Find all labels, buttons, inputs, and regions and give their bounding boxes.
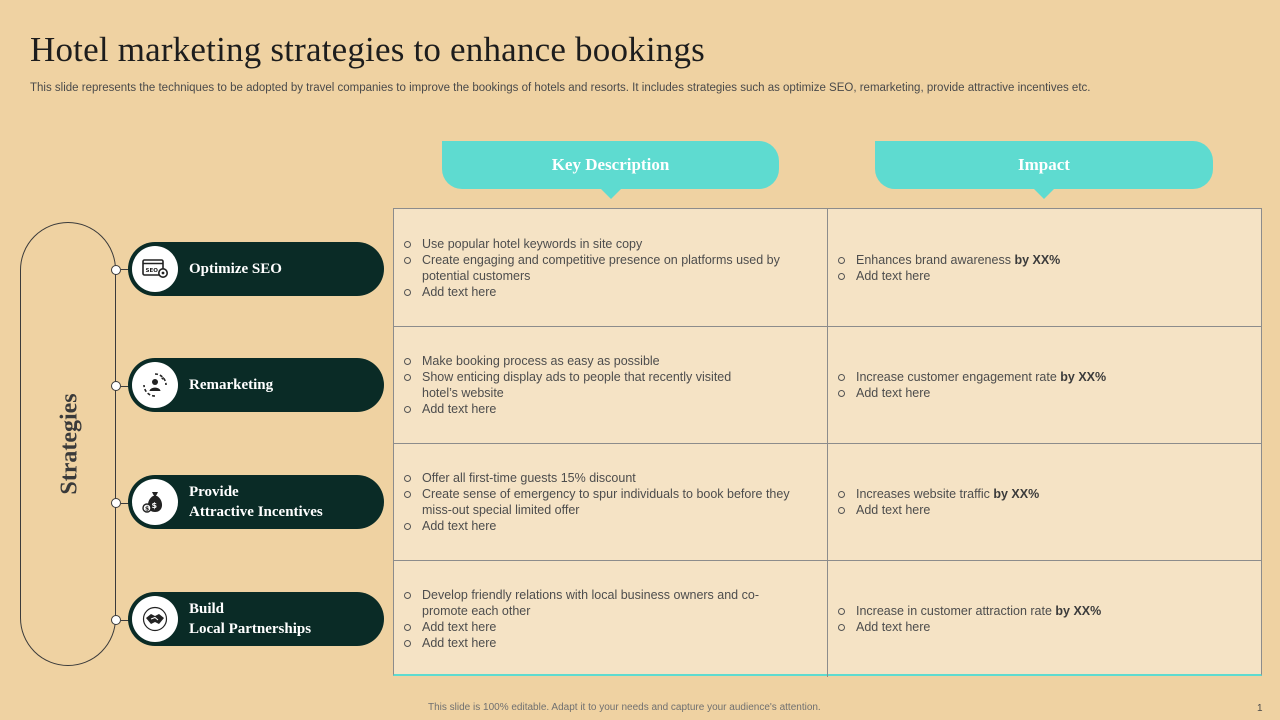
strategy-pill-remarketing xyxy=(128,358,384,412)
remarketing-icon xyxy=(132,362,178,408)
slide-title: Hotel marketing strategies to enhance bookings xyxy=(30,30,705,69)
footer-note: This slide is 100% editable. Adapt it to your needs and capture your audience's attention. xyxy=(428,702,821,713)
column-header-key-description: Key Description xyxy=(442,141,779,189)
list-item: Increases website traffic by XX% xyxy=(837,486,1039,502)
table-row xyxy=(394,560,1261,677)
column-header-impact: Impact xyxy=(875,141,1213,189)
svg-text:SEO: SEO xyxy=(145,268,158,274)
list-item: Add text here xyxy=(837,385,1106,401)
list-item: Add text here xyxy=(403,518,815,534)
list-item: Offer all first-time guests 15% discount xyxy=(403,470,815,486)
strategy-pill-attractive-incentives xyxy=(128,475,384,529)
impact-cell xyxy=(828,327,1261,443)
strategy-label-line1: Optimize SEO xyxy=(189,261,282,277)
impact-cell xyxy=(828,209,1261,326)
connector-dot xyxy=(111,615,121,625)
list-item: Add text here xyxy=(837,268,1060,284)
svg-text:$: $ xyxy=(151,501,158,510)
impact-cell xyxy=(828,561,1261,677)
list-item: Increase in customer attraction rate by XX% xyxy=(837,603,1101,619)
list-item: Add text here xyxy=(837,502,1039,518)
svg-text:$: $ xyxy=(145,505,150,513)
strategy-table xyxy=(393,208,1262,676)
list-item: Develop friendly relations with local business owners and co-promote each other xyxy=(403,587,815,619)
list-item: Create sense of emergency to spur individuals to book before they miss-out special limited offer xyxy=(403,486,815,518)
strategy-label-line2: Local Partnerships xyxy=(189,621,312,637)
list-item: Increase customer engagement rate by XX% xyxy=(837,369,1106,385)
list-item: Use popular hotel keywords in site copy xyxy=(403,236,815,252)
page-number: 1 xyxy=(1257,703,1263,714)
strategy-label-line1: Build xyxy=(189,601,225,617)
strategy-label-line1: Remarketing xyxy=(189,377,274,393)
strategies-rail-label: Strategies xyxy=(56,393,83,495)
table-row xyxy=(394,209,1261,326)
strategy-label-line1: Provide xyxy=(189,484,239,500)
table-row xyxy=(394,443,1261,560)
list-item: Show enticing display ads to people that recently visited hotel’s website xyxy=(403,369,815,401)
list-item: Add text here xyxy=(403,619,815,635)
connector-dot xyxy=(111,381,121,391)
connector-dot xyxy=(111,498,121,508)
seo-icon xyxy=(132,246,178,292)
description-cell xyxy=(394,561,828,677)
list-item: Make booking process as easy as possible xyxy=(403,353,815,369)
list-item: Create engaging and competitive presence on platforms used by potential customers xyxy=(403,252,815,284)
money-bag-icon xyxy=(132,479,178,525)
list-item: Add text here xyxy=(403,401,815,417)
slide-subtitle: This slide represents the techniques to be adopted by travel companies to improve the bookings of hotels and resorts. It includes strategies such as optimize SEO, remarketing, provide attractive incentives etc. xyxy=(30,82,1091,94)
strategy-label-line2: Attractive Incentives xyxy=(189,504,323,520)
list-item: Add text here xyxy=(403,284,815,300)
description-cell xyxy=(394,444,828,560)
handshake-icon xyxy=(132,596,178,642)
connector-dot xyxy=(111,265,121,275)
impact-cell xyxy=(828,444,1261,560)
description-cell xyxy=(394,209,828,326)
table-row xyxy=(394,326,1261,443)
strategy-pill-local-partnerships xyxy=(128,592,384,646)
list-item: Add text here xyxy=(403,635,815,651)
strategy-pill-optimize-seo xyxy=(128,242,384,296)
list-item: Enhances brand awareness by XX% xyxy=(837,252,1060,268)
list-item: Add text here xyxy=(837,619,1101,635)
description-cell xyxy=(394,327,828,443)
